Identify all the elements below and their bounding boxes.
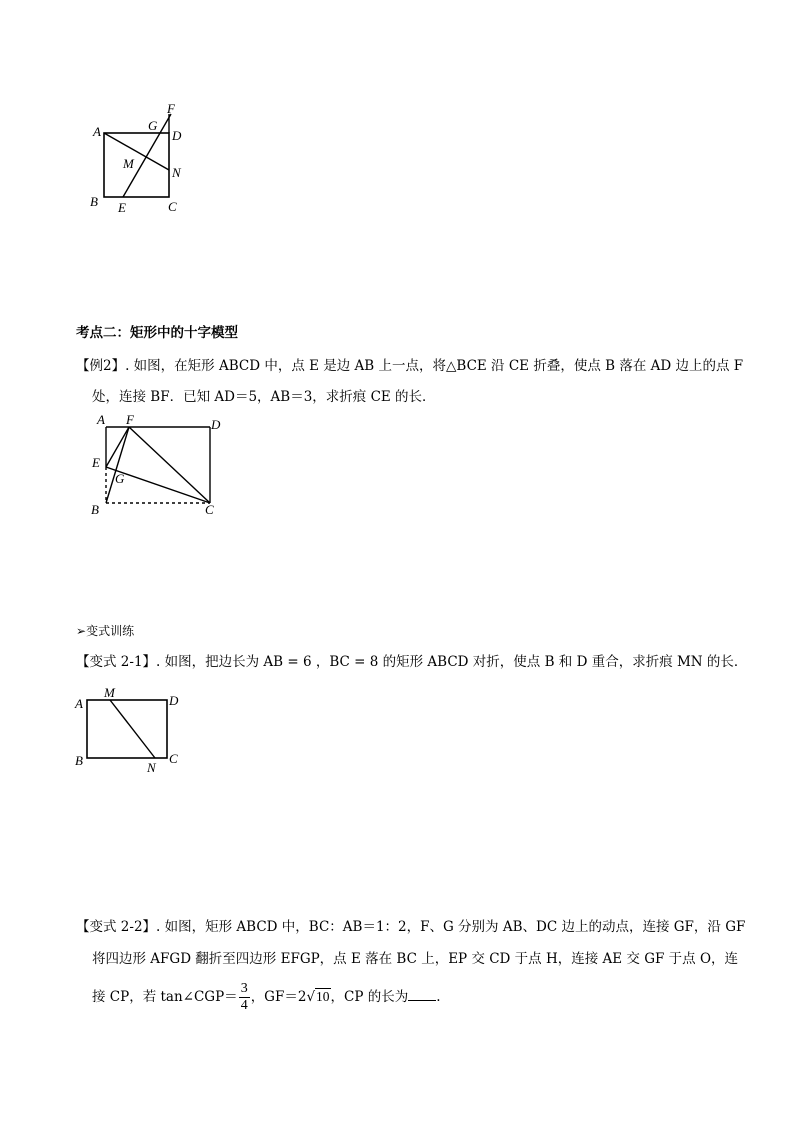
- fig1-label-n: N: [172, 165, 181, 180]
- sqrt-radicand: 10: [316, 989, 330, 1004]
- fig1-label-m: M: [123, 156, 134, 171]
- figure-rectangle-fold-mn: [70, 683, 195, 782]
- fig2-label-f: F: [126, 412, 134, 427]
- fig2-label-b: B: [91, 502, 99, 517]
- variant22-text-1: . 如图，矩形 ABCD 中，BC：AB＝1：2，F、G 分别为 AB、DC 边上的动点，连接 GF，沿 GF: [156, 919, 746, 935]
- fraction-numerator: 3: [240, 981, 248, 996]
- fig1-label-f: F: [167, 101, 175, 116]
- variant-section-header: [76, 621, 134, 641]
- sqrt-icon: √: [306, 989, 316, 1005]
- arrow-icon: ➢: [76, 624, 87, 638]
- fig1-label-e: E: [118, 200, 126, 215]
- variant22-line2: 将四边形 AFGD 翻折至四边形 EFGP，点 E 落在 BC 上，EP 交 CD 于点 H，连接 AE 交 GF 于点 O，连: [92, 951, 739, 967]
- variant22-line1: [76, 917, 745, 937]
- fig3-label-m: M: [104, 685, 115, 700]
- period: .: [436, 989, 441, 1005]
- answer-blank[interactable]: [408, 988, 436, 1001]
- fig1-label-d: D: [172, 128, 182, 143]
- fraction-denominator: 4: [240, 998, 248, 1013]
- variant22-text-3c: ，CP 的长为: [330, 989, 409, 1005]
- fig2-label-d: D: [211, 417, 221, 432]
- section-heading: 考点二：矩形中的十字模型: [76, 325, 238, 341]
- fig2-label-e: E: [92, 455, 100, 470]
- figure-square-fold: [85, 100, 195, 224]
- fig2-label-a: A: [97, 412, 105, 427]
- example2-text-1: . 如图，在矩形 ABCD 中，点 E 是边 AB 上一点，将△BCE 沿 CE 折叠，使点 B 落在 AD 边上的点 F: [125, 358, 744, 374]
- fig2-label-c: C: [205, 502, 214, 517]
- fig3-label-a: A: [75, 696, 83, 711]
- variant22-line3: [92, 980, 441, 1014]
- fig1-label-b: B: [90, 194, 98, 209]
- fig3-label-c: C: [169, 751, 178, 766]
- variant21-text: . 如图，把边长为 AB = 6 ，BC = 8 的矩形 ABCD 对折，使点 B 和 D 重合，求折痕 MN 的长．: [156, 654, 748, 670]
- variant-section-label: 变式训练: [86, 624, 135, 638]
- variant22-tag: 【变式 2-2】: [76, 919, 157, 935]
- fraction: [239, 981, 250, 1014]
- fig1-label-g: G: [148, 118, 158, 133]
- example2-line2: 处，连接 BF．已知 AD＝5，AB＝3，求折痕 CE 的长．: [92, 389, 436, 405]
- example2-tag: 【例2】: [76, 358, 126, 374]
- variant22-text-3a: 接 CP，若 tan∠CGP＝: [92, 989, 238, 1005]
- example2-line1: [76, 356, 743, 376]
- fig3-label-n: N: [147, 760, 156, 775]
- fig1-label-a: A: [93, 124, 101, 139]
- fig1-label-c: C: [168, 199, 177, 214]
- figure-rectangle-fold-ce: [85, 410, 235, 529]
- fig3-label-d: D: [169, 693, 179, 708]
- fig3-label-b: B: [75, 753, 83, 768]
- variant22-text-3b: ，GF＝2: [250, 989, 307, 1005]
- fig2-label-g: G: [115, 471, 125, 486]
- variant21-tag: 【变式 2-1】: [76, 654, 157, 670]
- variant21-line: [76, 652, 747, 672]
